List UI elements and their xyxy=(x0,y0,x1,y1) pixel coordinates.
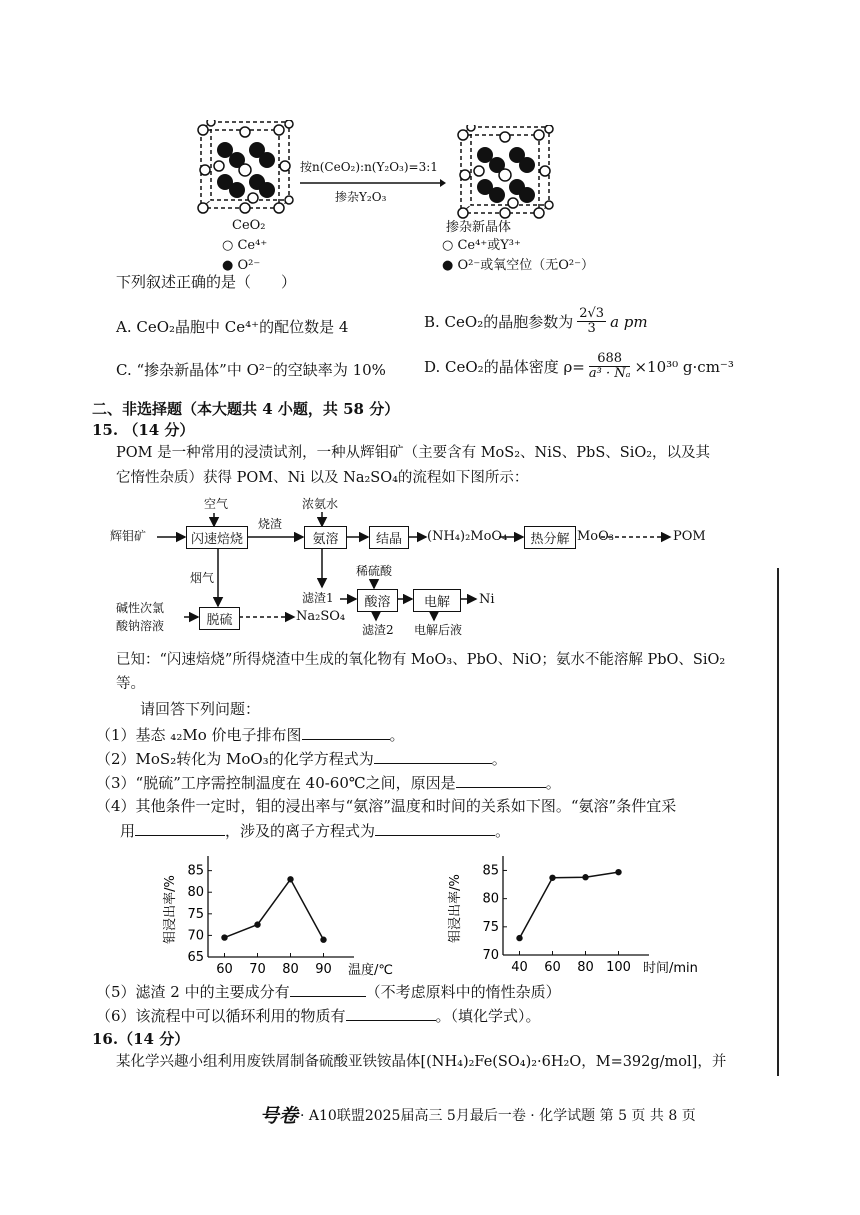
arrow-bottom-label: 掺杂Y₂O₃ xyxy=(335,190,387,204)
page-footer xyxy=(260,1105,696,1128)
q14-option-b: B. CeO₂的晶胞参数为 $\frac{2√3}{3}$ a pm xyxy=(424,306,648,337)
y-tick-label: 70 xyxy=(187,928,204,944)
q15-sub4-line2: 用 ，涉及的离子方程式为 。 xyxy=(120,822,511,840)
answer-blank-1[interactable] xyxy=(302,725,390,740)
y-axis-label: 钼浸出率/% xyxy=(448,874,463,943)
y-tick-label: 85 xyxy=(482,863,499,879)
x-tick-label: 100 xyxy=(606,960,631,975)
flow-ammonia: 浓氨水 xyxy=(302,497,339,511)
flow-flue-gas: 烟气 xyxy=(190,571,215,585)
flow-product-moo3: MoO₃ xyxy=(577,529,615,544)
flow-residue2: 滤渣2 xyxy=(362,623,394,637)
q15-sub6: （6）该流程中可以循环利用的物质有 。（填化学式）。 xyxy=(96,1007,541,1025)
filled-circle-icon: ● xyxy=(222,258,234,273)
data-point xyxy=(615,869,621,875)
q16-text: 某化学兴趣小组利用废铁屑制备硫酸亚铁铵晶体[(NH₄)₂Fe(SO₄)₂·6H₂O，M=392g/mol]，并 xyxy=(116,1054,727,1070)
q15-sub2: （2）MoS₂转化为 MoO₃的化学方程式为 。 xyxy=(96,750,507,768)
legend-o: ● O²⁻ xyxy=(222,258,261,273)
flow-absorbent-line2: 酸钠溶液 xyxy=(116,619,165,633)
y-tick-label: 75 xyxy=(187,906,204,922)
data-point xyxy=(582,874,588,880)
chart-temperature xyxy=(160,852,400,982)
x-tick-label: 40 xyxy=(511,960,528,975)
q15-sub3: （3）“脱硫”工序需控制温度在 40-60℃之间，原因是 。 xyxy=(96,774,561,792)
legend-ce: ○ Ce⁴⁺ xyxy=(222,238,268,253)
crystal-left-name: CeO₂ xyxy=(232,218,266,233)
data-point xyxy=(516,935,522,941)
data-point xyxy=(320,937,326,943)
x-tick-label: 80 xyxy=(282,962,299,977)
x-axis-label: 时间/min xyxy=(643,961,698,976)
flow-box-ammonia: 氨溶 xyxy=(304,526,347,549)
q15-known-line2: 等。 xyxy=(116,676,145,692)
open-circle-icon: ○ xyxy=(442,238,454,253)
footer-text: · A10联盟2025届高三 5月最后一卷 · 化学试题 第 5 页 共 8 页 xyxy=(300,1108,696,1124)
footer-logo: 号卷 xyxy=(260,1105,299,1127)
flow-product-na2so4: Na₂SO₄ xyxy=(296,609,346,624)
crystal-right-name: 掺杂新晶体 xyxy=(446,220,512,235)
y-tick-label: 75 xyxy=(482,919,499,935)
flow-box-crystallize: 结晶 xyxy=(369,526,409,549)
answer-blank-5[interactable] xyxy=(290,982,366,997)
q16-heading: 16.（14 分） xyxy=(92,1030,190,1048)
x-tick-label: 90 xyxy=(315,962,332,977)
series-line xyxy=(225,879,324,939)
flow-box-acid-dissolve: 酸溶 xyxy=(357,589,398,612)
flow-box-roast: 闪速焙烧 xyxy=(186,526,248,549)
data-point xyxy=(287,876,293,882)
legend-ce-y: ○ Ce⁴⁺或Y³⁺ xyxy=(442,238,521,253)
x-axis-label: 温度/℃ xyxy=(348,963,393,978)
flow-product-pom: POM xyxy=(673,529,706,544)
answer-blank-4a[interactable] xyxy=(135,821,225,836)
q14-stem: 下列叙述正确的是（ ） xyxy=(116,273,297,291)
answer-blank-2[interactable] xyxy=(374,749,492,764)
q14-option-a: A. CeO₂晶胞中 Ce⁴⁺的配位数是 4 xyxy=(116,318,349,336)
q14-option-d: D. CeO₂的晶体密度 ρ= $\frac{688}{\text{a³ · Nₐ}}$ ×10³⁰ g·cm⁻³ xyxy=(424,351,734,382)
open-circle-icon: ○ xyxy=(222,238,234,253)
flow-ore: 辉钼矿 xyxy=(110,529,147,543)
answer-blank-6[interactable] xyxy=(346,1006,436,1021)
flow-box-desulfurize: 脱硫 xyxy=(199,607,240,630)
data-point xyxy=(254,921,260,927)
answer-blank-4b[interactable] xyxy=(375,821,495,836)
q15-intro-line2: 它惰性杂质）获得 POM、Ni 以及 Na₂SO₄的流程如下图所示： xyxy=(116,470,529,486)
q15-heading: 15. （14 分） xyxy=(92,421,195,439)
flow-residue1: 滤渣1 xyxy=(302,591,334,605)
q14-option-c: C. “掺杂新晶体”中 O²⁻的空缺率为 10% xyxy=(116,361,386,379)
chart-time xyxy=(445,852,715,982)
data-point xyxy=(549,875,555,881)
y-tick-label: 70 xyxy=(482,948,499,963)
flow-product-ammonium-molybdate: (NH₄)₂MoO₄ xyxy=(427,529,508,544)
y-axis-label: 钼浸出率/% xyxy=(163,875,178,944)
legend-o-vacancy: ● O²⁻或氧空位（无O²⁻） xyxy=(442,258,594,273)
flow-product-ni: Ni xyxy=(479,592,495,607)
q15-intro-line1: POM 是一种常用的浸渍试剂，一种从辉钼矿（主要含有 MoS₂、NiS、PbS、SiO₂，以及其 xyxy=(116,445,711,461)
x-tick-label: 70 xyxy=(249,962,266,977)
data-point xyxy=(221,934,227,940)
y-tick-label: 65 xyxy=(187,950,204,965)
x-tick-label: 60 xyxy=(544,960,561,975)
flow-dilute-acid: 稀硫酸 xyxy=(356,564,393,578)
series-line xyxy=(520,872,619,938)
q15-sub4-line1: （4）其他条件一定时，钼的浸出率与“氨溶”温度和时间的关系如下图。“氨溶”条件宜采 xyxy=(96,797,677,815)
y-tick-label: 80 xyxy=(187,885,204,901)
y-tick-label: 80 xyxy=(482,891,499,907)
flow-air: 空气 xyxy=(204,497,229,511)
flow-absorbent-line1: 碱性次氯 xyxy=(116,601,165,615)
page-edge-line xyxy=(777,568,779,1076)
x-tick-label: 80 xyxy=(577,960,594,975)
q15-ask: 请回答下列问题： xyxy=(140,700,261,718)
filled-circle-icon: ● xyxy=(442,258,454,273)
q15-known-line1: 已知：“闪速焙烧”所得烧渣中生成的氧化物有 MoO₃、PbO、NiO；氨水不能溶解 PbO、SiO₂ xyxy=(116,652,726,668)
x-tick-label: 60 xyxy=(216,962,233,977)
section-heading: 二、非选择题（本大题共 4 小题，共 58 分） xyxy=(92,400,400,418)
flow-box-decompose: 热分解 xyxy=(524,526,576,549)
q15-sub1: （1）基态 ₄₂Mo 价电子排布图 。 xyxy=(96,726,405,744)
flow-after-electrolysis: 电解后液 xyxy=(414,623,463,637)
y-tick-label: 85 xyxy=(187,863,204,879)
arrow-top-label: 按n(CeO₂):n(Y₂O₃)=3:1 xyxy=(300,160,438,174)
answer-blank-3[interactable] xyxy=(456,773,546,788)
flow-calcine: 烧渣 xyxy=(258,517,283,531)
q15-sub5: （5）滤渣 2 中的主要成分有 （不考虑原料中的惰性杂质） xyxy=(96,983,561,1001)
flow-box-electrolysis: 电解 xyxy=(413,589,461,612)
